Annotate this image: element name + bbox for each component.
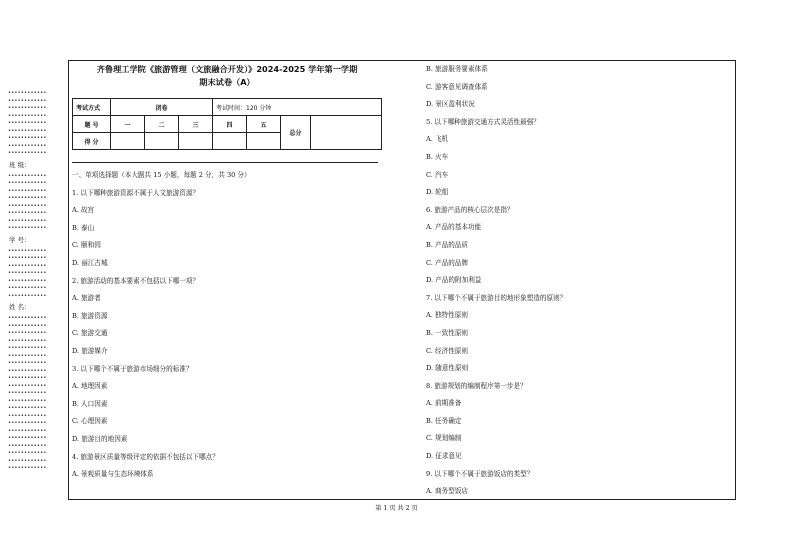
option-line: D. 丽江古城	[72, 258, 108, 267]
option-line: A. 飞机	[426, 135, 449, 144]
name-label: 姓 名：	[9, 303, 31, 311]
total-score-cell[interactable]	[311, 116, 382, 150]
option-line: D. 旅游媒介	[72, 346, 108, 355]
class-label: 班 级：	[9, 160, 31, 169]
option-line: C. 游客意见调查体系	[426, 82, 488, 91]
option-line: D. 随意性原则	[426, 364, 469, 373]
question-line: 6. 旅游产品的核心层次是指？	[426, 205, 514, 214]
binding-dots: •••••••••••• •••••••••••• •••••••••••• •••••••••••• •••••••••••• •••••••••••• •••••••••••• •••••••••••• ••••••••••••	[8, 90, 47, 156]
option-line: D. 景区盈利状况	[426, 100, 475, 109]
section-heading: 一、单项选择题（本大题共 15 小题，每题 2 分，共 30 分）	[72, 171, 251, 179]
option-line: C. 经济性原则	[426, 346, 468, 355]
score-label: 得 分	[73, 133, 111, 150]
left-column	[72, 61, 382, 499]
option-line: A. 产品的基本功能	[426, 223, 482, 232]
option-line: B. 旅游资源	[72, 311, 108, 320]
question-line: 4. 旅游景区质量等级评定的依据不包括以下哪点？	[72, 452, 219, 461]
option-line: D. 旅游目的地因素	[72, 434, 128, 443]
page-footer: 第 1 页 共 2 页	[375, 505, 418, 512]
option-line: A. 独特性原则	[426, 311, 468, 320]
option-line: B. 一致性原则	[426, 328, 469, 337]
option-line: D. 征求意见	[426, 452, 462, 461]
question-no-label: 题 号	[73, 116, 111, 133]
question-line: 9. 以下哪个不属于旅游饭店的类型？	[426, 469, 534, 478]
option-line: A. 地理因素	[72, 382, 108, 391]
option-line: C. 心理因素	[72, 417, 108, 426]
section-header: 四	[213, 116, 247, 133]
question-line: 7. 以下哪个不属于旅游目的地形象塑造的原则？	[426, 293, 567, 302]
option-line: B. 任务确定	[426, 416, 462, 425]
section-divider	[72, 162, 378, 163]
option-line: A. 前期准备	[426, 399, 462, 408]
section-header: 二	[145, 116, 179, 133]
question-line: 2. 旅游活动的基本要素不包括以下哪一项？	[72, 276, 200, 285]
option-line: C. 颐和园	[72, 241, 101, 250]
option-line: A. 商务型饭店	[426, 487, 468, 496]
option-line: B. 泰山	[72, 223, 95, 232]
option-line: A. 故宫	[72, 206, 95, 215]
option-line: B. 旅游服务要素体系	[426, 65, 488, 73]
option-line: A. 旅游者	[72, 294, 101, 303]
score-cell[interactable]	[111, 133, 145, 150]
question-line: 3. 以下哪个不属于旅游市场细分的标准？	[72, 364, 193, 373]
right-question-list	[426, 61, 736, 501]
option-line: C. 产品的品牌	[426, 258, 468, 267]
option-line: C. 旅游交通	[72, 329, 108, 338]
exam-title-line1: 齐鲁理工学院《旅游管理（文旅融合开发）》2024-2025 学年第一学期	[96, 64, 358, 74]
exam-page-frame	[68, 60, 736, 500]
question-line: 5. 以下哪种旅游交通方式灵活性最强？	[426, 117, 540, 126]
option-line: C. 汽车	[426, 170, 449, 179]
binding-dots: •••••••••••• •••••••••••• •••••••••••• •••••••••••• •••••••••••• •••••••••••• ••••••••••••	[8, 247, 47, 299]
total-label: 总分	[281, 116, 311, 150]
left-question-list	[72, 167, 382, 484]
option-line: C. 规划编制	[426, 434, 462, 443]
binding-dots: •••••••••••• •••••••••••• •••••••••••• •••••••••••• •••••••••••• •••••••••••• •••••••••••• ••••••••••••	[8, 172, 47, 231]
question-line: 1. 以下哪种旅游资源不属于人文旅游资源？	[72, 188, 200, 197]
score-table	[72, 98, 382, 150]
option-line: B. 人口因素	[72, 399, 108, 408]
option-line: D. 产品的附加利益	[426, 276, 482, 285]
option-line: A. 景观质量与生态环境体系	[72, 470, 154, 479]
section-header: 三	[179, 116, 213, 133]
exam-title-line2: 期末试卷（A）	[199, 77, 255, 87]
question-line: 8. 旅游规划的编制程序第一步是？	[426, 381, 527, 390]
score-cell[interactable]	[145, 133, 179, 150]
option-line: B. 火车	[426, 152, 449, 161]
score-cell[interactable]	[179, 133, 213, 150]
score-cell[interactable]	[247, 133, 281, 150]
binding-strip	[8, 90, 58, 530]
option-line: D. 轮船	[426, 188, 449, 197]
exam-form-label: 考试方式	[73, 99, 111, 116]
exam-form-value: 闭卷	[111, 99, 213, 116]
exam-title	[72, 63, 382, 89]
score-cell[interactable]	[213, 133, 247, 150]
student-id-label: 学 号：	[9, 235, 31, 244]
right-column	[426, 61, 731, 499]
section-header: 一	[111, 116, 145, 133]
binding-dots: •••••••••••• •••••••••••• •••••••••••• •••••••••••• •••••••••••• •••••••••••• •••••••••••• •••••••••••• •••••••••••• •••••••••••• •••••••••••• •••••••••••• •••••••••••• •••••••••••• •••••••••••• •••••••••••• •••••••••••• •••••••••••• •••••••••••• •••••••••••• ••••••••••••	[8, 315, 47, 471]
section-header: 五	[247, 116, 281, 133]
option-line: B. 产品的品质	[426, 240, 469, 249]
exam-time: 考试时间：120 分钟	[213, 99, 382, 116]
